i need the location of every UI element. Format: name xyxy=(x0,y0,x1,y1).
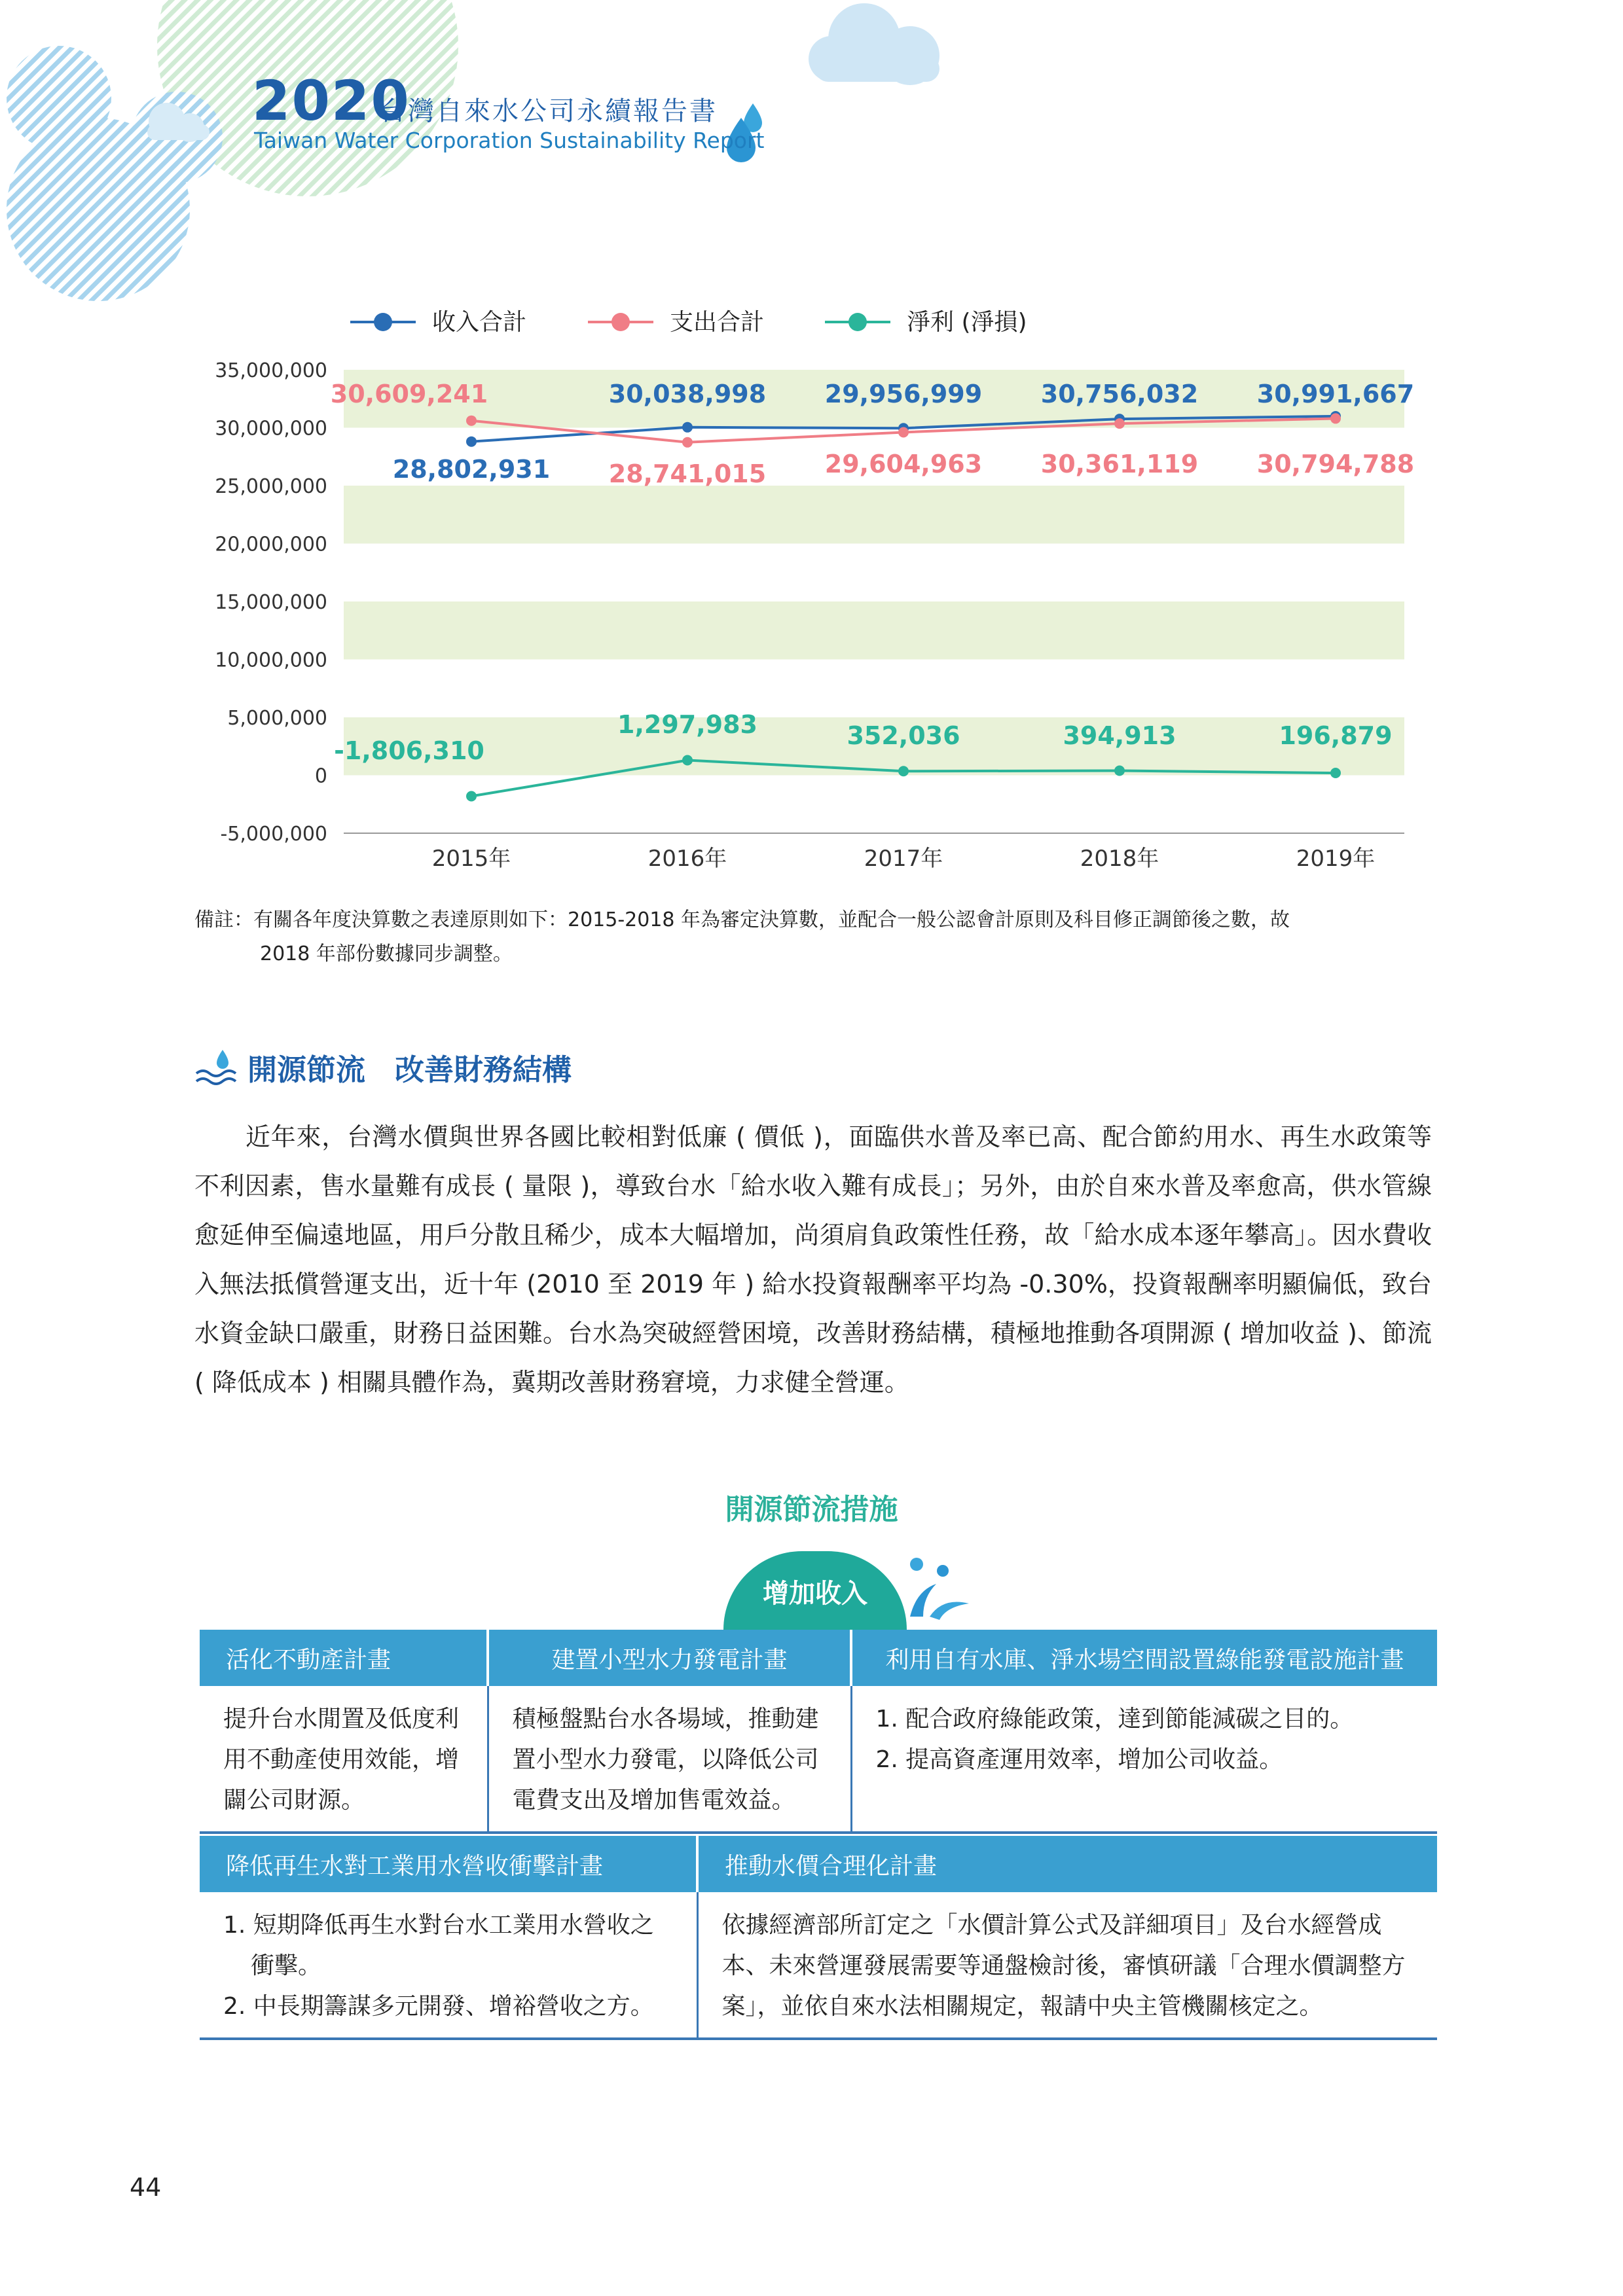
grid-band xyxy=(344,486,1404,544)
data-label: 30,794,788 xyxy=(1256,450,1415,478)
data-point xyxy=(898,427,909,437)
measures-table-1 xyxy=(200,1630,1437,1834)
data-point xyxy=(682,422,693,433)
legend-label: 收入合計 xyxy=(432,309,527,336)
x-tick-label: 2018年 xyxy=(1080,846,1159,872)
x-tick-label: 2017年 xyxy=(864,846,943,872)
y-tick-label: 5,000,000 xyxy=(227,707,327,730)
green-energy-item-2: 2. 提高資產運用效率，增加公司收益。 xyxy=(875,1746,1283,1773)
section-paragraph: 近年來，台灣水價與世界各國比較相對低廉 ( 價低 )，面臨供水普及率已高、配合節約用水、再生水政策等不利因素，售水量難有成長 ( 量限 )，導致台水「給水收入難有成長」；另外，由於自來水普及率愈高，供水管線愈延伸至偏遠地區，用戶分散且稀少，成本大幅增加，尚須肩負政策性任務，故「給水成本逐年攀高」。因水費收入無法抵償營運支出，近十年 (2010 至 2019 年 ) 給水投資報酬率平均為 -0.30%，投資報酬率明顯偏低，致台水資金缺口嚴重，財務日益困難。台水為突破經營困境，改善財務結構，積極地推動各項開源 ( 增加收益 )、節流 ( 降低成本 ) 相關具體作為，冀期改善財務窘境，力求健全營運。 xyxy=(194,1122,1432,1397)
measures-title: 開源節流措施 xyxy=(725,1493,898,1526)
legend-marker xyxy=(611,313,630,331)
reclaimed-item-1a: 1. 短期降低再生水對台水工業用水營收之 xyxy=(223,1912,654,1939)
y-tick-label: 35,000,000 xyxy=(215,359,327,382)
reclaimed-item-1b: 衝擊。 xyxy=(251,1952,322,1979)
data-label: 394,913 xyxy=(1063,721,1176,750)
cell-green-energy xyxy=(851,1686,1437,1833)
data-point xyxy=(1114,418,1125,429)
legend-marker xyxy=(374,313,392,331)
water-splash-icon xyxy=(903,1551,976,1623)
y-tick-label: 20,000,000 xyxy=(215,533,327,556)
data-label: 30,609,241 xyxy=(330,380,488,408)
data-label: 1,297,983 xyxy=(617,710,757,739)
note-line-2: 2018 年部份數據同步調整。 xyxy=(260,942,513,965)
report-title: 台灣自來水公司永續報告書 xyxy=(380,96,718,126)
data-label: 28,741,015 xyxy=(608,459,767,488)
data-point xyxy=(1330,768,1341,778)
cell-reclaimed-water xyxy=(200,1892,697,2039)
data-point xyxy=(1330,413,1341,423)
data-label: -1,806,310 xyxy=(334,736,484,765)
legend-label: 支出合計 xyxy=(670,309,765,336)
financial-line-chart xyxy=(196,288,1440,877)
data-label: 28,802,931 xyxy=(392,455,551,484)
section-title: 開源節流 改善財務結構 xyxy=(247,1052,572,1087)
green-energy-item-1: 1. 配合政府綠能政策，達到節能減碳之目的。 xyxy=(875,1706,1354,1732)
data-label: 352,036 xyxy=(847,721,960,750)
header-hydropower: 建置小型水力發電計畫 xyxy=(488,1630,851,1686)
data-point xyxy=(898,766,909,776)
page-number: 44 xyxy=(130,2173,162,2202)
y-tick-label: 0 xyxy=(314,764,327,788)
increase-revenue-badge: 增加收入 xyxy=(723,1551,907,1630)
data-point xyxy=(1114,766,1125,776)
reclaimed-item-2: 2. 中長期籌謀多元開發、增裕營收之方。 xyxy=(223,1993,654,2020)
legend-marker xyxy=(848,313,867,331)
x-tick-label: 2019年 xyxy=(1296,846,1376,872)
data-label: 29,956,999 xyxy=(824,380,983,408)
data-label: 30,756,032 xyxy=(1040,380,1199,408)
header-reclaimed-water: 降低再生水對工業用水營收衝擊計畫 xyxy=(200,1836,697,1892)
legend-label: 淨利 (淨損) xyxy=(907,309,1027,336)
y-tick-label: 10,000,000 xyxy=(215,649,327,672)
header-real-estate: 活化不動產計畫 xyxy=(200,1630,488,1686)
data-point xyxy=(466,791,477,801)
y-tick-label: 25,000,000 xyxy=(215,475,327,498)
header-green-energy: 利用自有水庫、淨水場空間設置綠能發電設施計畫 xyxy=(851,1630,1437,1686)
data-label: 30,991,667 xyxy=(1256,380,1415,408)
data-label: 29,604,963 xyxy=(824,450,983,478)
y-tick-label: -5,000,000 xyxy=(220,823,327,846)
data-point xyxy=(682,437,693,448)
x-tick-label: 2015年 xyxy=(431,846,511,872)
data-point xyxy=(682,755,693,766)
cell-hydropower: 積極盤點台水各場域，推動建置小型水力發電，以降低公司電費支出及增加售電效益。 xyxy=(488,1686,851,1833)
grid-band xyxy=(344,601,1404,660)
chart-note xyxy=(194,903,1438,971)
measures-table-2 xyxy=(200,1836,1437,2040)
data-label: 30,038,998 xyxy=(608,380,767,408)
water-wave-icon xyxy=(194,1047,240,1086)
y-tick-label: 30,000,000 xyxy=(215,417,327,440)
data-point xyxy=(466,437,477,447)
cell-real-estate: 提升台水閒置及低度利用不動產使用效能，增闢公司財源。 xyxy=(223,1706,460,1814)
cloud-icon xyxy=(809,3,939,85)
data-label: 196,879 xyxy=(1279,721,1393,750)
x-tick-label: 2016年 xyxy=(647,846,727,872)
data-label: 30,361,119 xyxy=(1040,450,1199,478)
header-water-price: 推動水價合理化計畫 xyxy=(697,1836,1437,1892)
y-tick-label: 15,000,000 xyxy=(215,591,327,614)
data-point xyxy=(466,416,477,426)
report-year: 2020 xyxy=(252,69,410,133)
note-line-1: 備註：有關各年度決算數之表達原則如下：2015-2018 年為審定決算數，並配合一般公認會計原則及科目修正調節後之數，故 xyxy=(194,908,1290,931)
cell-water-price: 依據經濟部所訂定之「水價計算公式及詳細項目」及台水經營成本、未來營運發展需要等通盤檢討後，審慎研議「合理水價調整方案」，並依自來水法相關規定，報請中央主管機關核定之。 xyxy=(697,1892,1437,2039)
report-subtitle: Taiwan Water Corporation Sustainability Report xyxy=(254,128,765,153)
header-decoration xyxy=(0,0,1623,327)
